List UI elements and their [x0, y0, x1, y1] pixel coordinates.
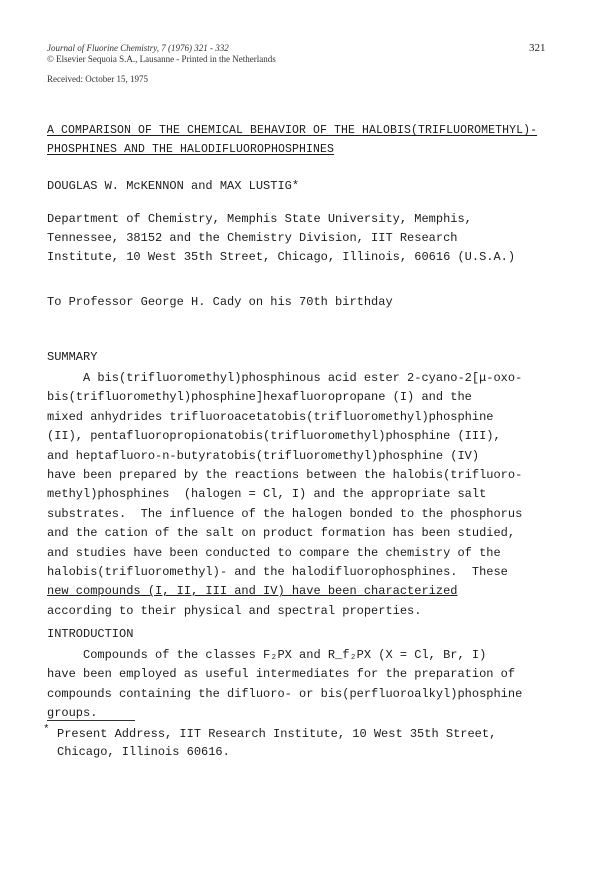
- summary-line: A bis(trifluoromethyl)phosphinous acid ester 2-cyano-2[μ-oxo-: [47, 371, 523, 385]
- footnote-line: Chicago, Illinois 60616.: [57, 745, 230, 759]
- page-number: 321: [529, 42, 546, 54]
- summary-line: and heptafluoro-n-butyratobis(trifluoromethyl)phosphine (IV): [47, 448, 480, 463]
- footnote: [47, 725, 496, 761]
- footnote-line: Present Address, IIT Research Institute, 10 West 35th Street,: [57, 727, 497, 741]
- paper-title: [47, 121, 577, 159]
- summary-line: have been prepared by the reactions between the halobis(trifluoro-: [47, 468, 523, 483]
- affiliation-line: Tennessee, 38152 and the Chemistry Division, IIT Research: [47, 231, 458, 245]
- summary-line: and the cation of the salt on product formation has been studied,: [47, 526, 516, 541]
- affiliation-line: Institute, 10 West 35th Street, Chicago, Illinois, 60616 (U.S.A.): [47, 250, 516, 264]
- journal-citation: Journal of Fluorine Chemistry, 7 (1976) 321 - 332: [47, 43, 229, 53]
- summary-line: mixed anhydrides trifluoroacetatobis(trifluoromethyl)phosphine: [47, 409, 494, 424]
- summary-line: according to their physical and spectral properties.: [47, 603, 422, 618]
- summary-line: substrates. The influence of the halogen bonded to the phosphorus: [47, 506, 523, 521]
- received-date: Received: October 15, 1975: [47, 74, 148, 84]
- introduction-line: have been employed as useful intermediates for the preparation of: [47, 667, 516, 682]
- footnote-divider: [47, 720, 135, 721]
- summary-line: bis(trifluoromethyl)phosphine]hexafluoropropane (I) and the: [47, 390, 472, 405]
- dedication: To Professor George H. Cady on his 70th birthday: [47, 295, 393, 309]
- authors: DOUGLAS W. McKENNON and MAX LUSTIG*: [47, 179, 300, 193]
- summary-line: and studies have been conducted to compare the chemistry of the: [47, 545, 501, 560]
- introduction-heading: INTRODUCTION: [47, 627, 134, 641]
- introduction-line: compounds containing the difluoro- or bis(perfluoroalkyl)phosphine: [47, 686, 523, 701]
- title-line: PHOSPHINES AND THE HALODIFLUOROPHOSPHINES: [47, 143, 335, 156]
- journal-header: [47, 43, 276, 65]
- affiliation-line: Department of Chemistry, Memphis State University, Memphis,: [47, 212, 472, 226]
- introduction-line: Compounds of the classes F₂PX and R_f₂PX (X = Cl, Br, I): [47, 648, 487, 662]
- summary-line: new compounds (I, II, III and IV) have been characterized: [47, 584, 458, 599]
- summary-line: methyl)phosphines (halogen = Cl, I) and the appropriate salt: [47, 487, 487, 502]
- summary-heading: SUMMARY: [47, 350, 98, 364]
- footnote-mark: *: [43, 724, 50, 736]
- summary-line: halobis(trifluoromethyl)- and the halodifluorophosphines. These: [47, 565, 508, 580]
- affiliation: [47, 210, 567, 267]
- title-line: A COMPARISON OF THE CHEMICAL BEHAVIOR OF THE HALOBIS(TRIFLUOROMETHYL)-: [47, 124, 538, 137]
- publisher-line: © Elsevier Sequoia S.A., Lausanne - Printed in the Netherlands: [47, 54, 276, 64]
- introduction-text: [47, 646, 577, 724]
- summary-line: (II), pentafluoropropionatobis(trifluoromethyl)phosphine (III),: [47, 429, 501, 444]
- introduction-line: groups.: [47, 706, 98, 721]
- summary-text: [47, 369, 577, 621]
